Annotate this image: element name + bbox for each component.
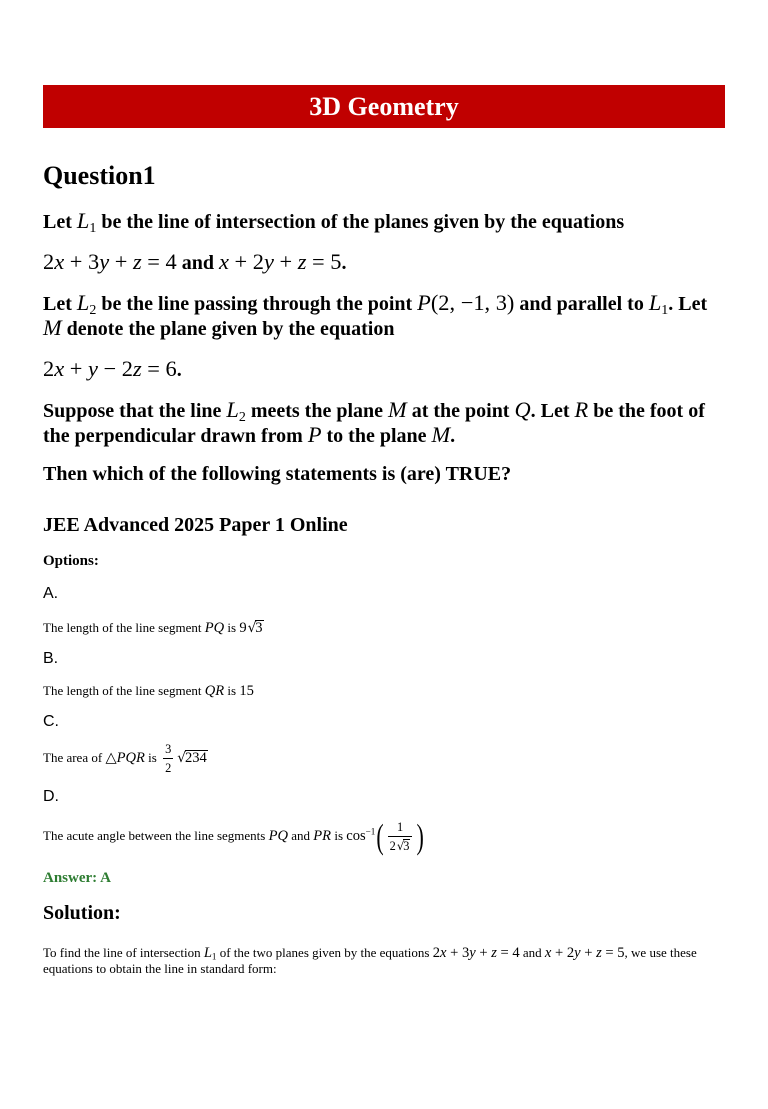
option-content: [43, 742, 208, 776]
fraction-numerator: [163, 742, 173, 758]
option-content: [43, 816, 425, 857]
radicand: 3: [255, 619, 263, 636]
radical-sign: √: [247, 619, 257, 636]
text-run: .: [341, 252, 347, 274]
text-run: be the foot of the perpendicular drawn from: [43, 400, 705, 447]
option-letter: B.: [43, 650, 59, 667]
math-expression: P: [307, 422, 322, 447]
math-subscript: 1: [211, 951, 217, 962]
text-run: be the line passing through the point: [96, 293, 418, 315]
text-run: Let: [43, 211, 77, 233]
question-prompt: [43, 463, 725, 486]
options-label: Options:: [43, 553, 99, 569]
math-subscript: 1: [661, 303, 669, 319]
fraction-denominator: [163, 758, 173, 776]
option-content: [43, 620, 264, 636]
text-run: is: [224, 682, 240, 698]
plane-m-equation: [43, 357, 725, 382]
math-expression: 2x + y − 2z = 6: [43, 356, 177, 381]
text-run: The acute angle between the line segments: [43, 827, 269, 843]
text-run: Suppose that the line: [43, 400, 227, 422]
math-expression: QR: [204, 682, 225, 699]
text-run: The area of: [43, 749, 106, 765]
text-run: Then which of the following statements is (are) TRUE?: [43, 463, 512, 485]
question-heading: Question1: [43, 161, 156, 190]
text-run: .: [176, 359, 182, 381]
math-expression: 2: [165, 761, 172, 775]
text-run: and parallel to: [514, 293, 649, 315]
math-subscript: 1: [89, 221, 97, 237]
math-expression: M: [43, 315, 62, 340]
option-content: [43, 683, 254, 699]
text-run: To find the line of intersection: [43, 945, 204, 960]
question-intro: [43, 208, 725, 237]
text-run: . Let: [668, 293, 708, 315]
text-run: is: [144, 749, 161, 765]
math-expression: 15: [239, 682, 254, 699]
answer-label: Answer: A: [43, 870, 111, 886]
math-superscript: −1: [365, 826, 376, 837]
math-expression: P(2, −1, 3): [417, 290, 515, 315]
radicand: 3: [403, 839, 410, 853]
option-letter: C.: [43, 713, 59, 730]
math-operator: cos: [346, 827, 366, 844]
math-expression: 9: [239, 619, 247, 636]
text-run: and: [519, 945, 545, 960]
exam-source: JEE Advanced 2025 Paper 1 Online: [43, 514, 348, 536]
math-expression: 1: [396, 820, 404, 834]
option-letter: A.: [43, 585, 59, 602]
text-run: be the line of intersection of the planes given by the equations: [96, 211, 625, 233]
fraction-numerator: [388, 820, 413, 836]
math-expression: △PQR: [105, 749, 145, 766]
text-run: and: [288, 827, 314, 843]
text-run: The length of the line segment: [43, 682, 205, 698]
text-run: . Let: [530, 400, 575, 422]
math-expression: R: [574, 397, 589, 422]
math-expression: PQ: [268, 827, 289, 844]
radicand: 234: [184, 749, 207, 766]
option-text: [43, 620, 725, 635]
option-text: [43, 818, 725, 856]
option-b: [43, 650, 725, 698]
text-run: , we use these equations to obtain the line in standard form:: [43, 945, 697, 976]
math-expression: 2x + 3y + z = 4: [432, 945, 520, 961]
text-run: The length of the line segment: [43, 619, 205, 635]
math-expression: x + 2y + z = 5: [544, 945, 625, 961]
title-banner: [43, 85, 725, 128]
option-a: [43, 585, 725, 635]
math-subscript: 2: [89, 303, 97, 319]
math-expression: L: [76, 290, 90, 315]
text-run: of the two planes given by the equations: [216, 945, 433, 960]
banner-title: 3D Geometry: [309, 92, 459, 121]
solution-heading: Solution:: [43, 902, 121, 924]
option-letter: D.: [43, 788, 59, 805]
math-expression: Q: [514, 397, 531, 422]
big-parenthesis: (: [376, 816, 384, 857]
intersection-description: [43, 398, 725, 448]
fraction-denominator: [388, 836, 413, 854]
math-expression: L: [76, 208, 90, 233]
math-expression: PR: [313, 827, 332, 844]
math-expression: x + 2y + z = 5: [218, 249, 342, 274]
math-subscript: 2: [238, 410, 246, 426]
option-c: [43, 713, 725, 775]
radical-sign: √: [177, 749, 186, 766]
math-expression: L: [203, 945, 212, 961]
text-run: meets the plane: [245, 400, 389, 422]
math-expression: 2: [389, 839, 396, 853]
math-expression: M: [388, 397, 407, 422]
math-expression: 3: [165, 742, 172, 756]
math-expression: L: [648, 290, 662, 315]
line-l2-description: [43, 291, 725, 341]
text-run: to the plane: [321, 425, 432, 447]
math-expression: M: [431, 422, 451, 447]
option-text: [43, 743, 725, 775]
radical-sign: √: [396, 839, 405, 853]
plane-equations: [43, 250, 725, 275]
math-expression: 2x + 3y + z = 4: [43, 249, 177, 274]
solution-paragraph: [43, 945, 725, 976]
text-run: denote the plane given by the equation: [61, 318, 395, 340]
text-run: .: [450, 425, 456, 447]
math-expression: L: [226, 397, 239, 422]
big-parenthesis: ): [416, 816, 424, 857]
option-d: [43, 788, 725, 856]
document-page: [0, 85, 768, 976]
text-run: at the point: [406, 400, 515, 422]
text-run: is: [224, 619, 240, 635]
text-run: and: [176, 252, 219, 274]
option-text: [43, 683, 725, 698]
text-run: Let: [43, 293, 77, 315]
fraction: [388, 820, 413, 854]
math-expression: PQ: [204, 619, 225, 636]
fraction: [163, 742, 173, 776]
text-run: is: [331, 827, 347, 843]
